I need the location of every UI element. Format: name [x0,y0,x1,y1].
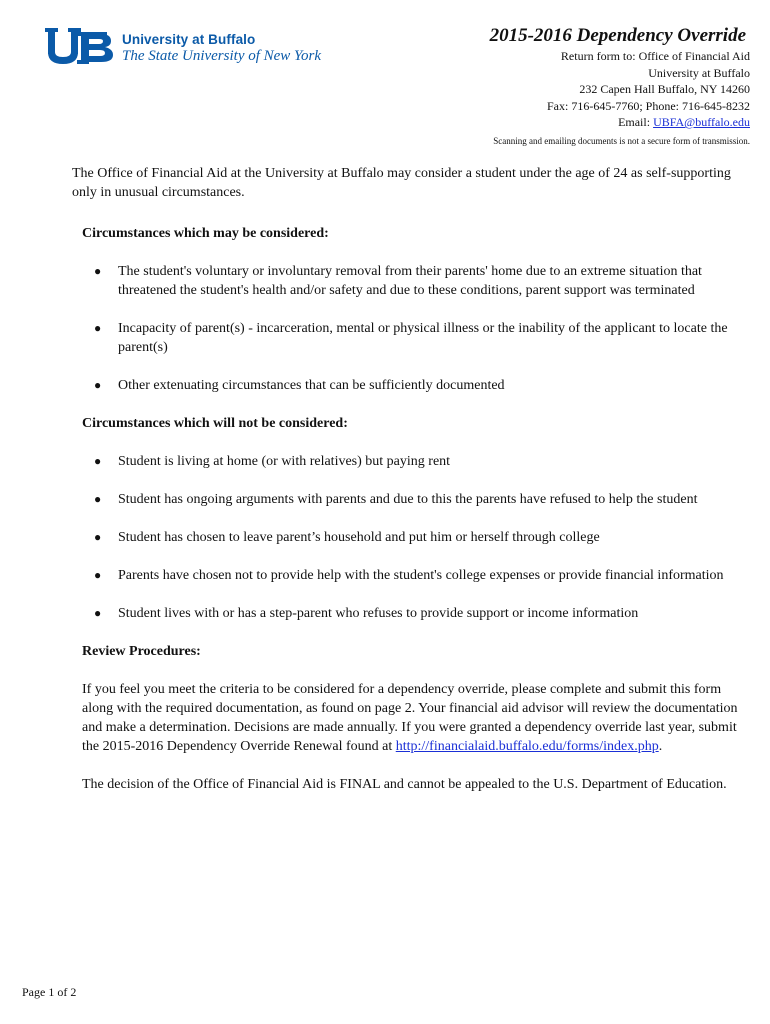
list-item [82,528,752,547]
list-item-text: Student is living at home (or with relatives) but paying rent [118,454,451,469]
form-header [420,24,750,148]
page-number: Page 1 of 2 [22,985,77,999]
review-link-suffix: . [658,739,663,754]
logo-tagline: The State University of New York [122,48,322,64]
considered-list [82,262,752,395]
list-item-text: Student has chosen to leave parent’s household and put him or herself through college [118,530,600,545]
list-item [82,319,752,357]
bullet-icon: ● [94,530,102,544]
forms-link[interactable]: http://financialaid.buffalo.edu/forms/index.php [395,739,659,754]
ub-logo-mark-icon [43,26,117,66]
review-paragraph [82,680,752,756]
list-item [82,604,752,623]
email-line [420,114,750,131]
list-item [82,376,752,395]
return-to: Return form to: Office of Financial Aid [560,49,750,63]
list-item [82,262,752,300]
logo-university-name: University at Buffalo [122,32,256,47]
intro-paragraph: The Office of Financial Aid at the University at Buffalo may consider a student under the age of 24 as self-supporting only in unusual circumstances. [72,166,731,200]
bullet-icon: ● [94,264,102,278]
bullet-icon: ● [94,321,102,335]
return-university: University at Buffalo [648,65,750,80]
return-address: 232 Capen Hall Buffalo, NY 14260 [579,82,750,96]
list-item-text: Student has ongoing arguments with parents and due to this the parents have refused to help the student [118,492,698,507]
main-content [82,224,752,794]
bullet-icon: ● [94,568,102,582]
bullet-icon: ● [94,378,102,392]
review-text: If you feel you meet the criteria to be considered for a dependency override, please complete and submit this form along with the required documentation, as found on page 2. Your financial aid advisor will review the documentation and make a determination. Decisions are made annually. If you were granted a dependency override last year, submit the 2015-2016 Dependency Override Renewal found at [82,682,738,754]
security-notice: Scanning and emailing documents is not a secure form of transmission. [493,135,750,146]
university-logo [43,26,322,70]
bullet-icon: ● [94,606,102,620]
list-item-text: Incapacity of parent(s) - incarceration, mental or physical illness or the inability of the applicant to locate the parent(s) [118,321,728,355]
email-label: Email: [618,115,654,129]
list-item-text: The student's voluntary or involuntary removal from their parents' home due to an extreme situation that threatened the student's health and/or safety and due to these conditions, parent support was terminated [118,264,702,298]
not-considered-list [82,452,752,623]
not-considered-heading: Circumstances which will not be considered: [82,416,348,431]
bullet-icon: ● [94,454,102,468]
fax-phone: Fax: 716-645-7760; Phone: 716-645-8232 [547,98,750,113]
email-link[interactable]: UBFA@buffalo.edu [653,115,750,129]
bullet-icon: ● [94,492,102,506]
considered-heading: Circumstances which may be considered: [82,226,329,241]
list-item [82,490,752,509]
list-item-text: Other extenuating circumstances that can be sufficiently documented [118,378,505,393]
list-item-text: Parents have chosen not to provide help with the student's college expenses or provide financial information [118,568,724,583]
list-item-text: Student lives with or has a step-parent who refuses to provide support or income information [118,606,639,621]
review-heading: Review Procedures: [82,644,201,659]
form-title: 2015-2016 Dependency Override [489,25,746,46]
list-item [82,452,752,471]
final-decision-paragraph: The decision of the Office of Financial Aid is FINAL and cannot be appealed to the U.S. Department of Education. [82,777,727,792]
list-item [82,566,752,585]
